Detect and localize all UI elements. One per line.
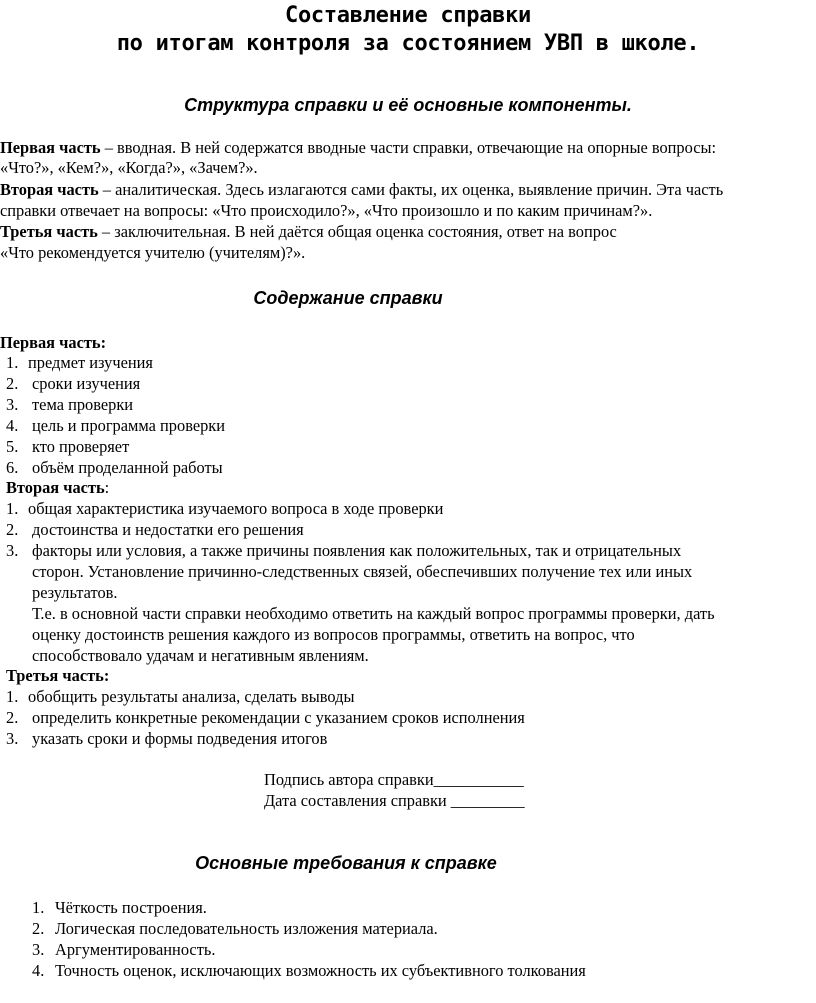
list-item: Чёткость построения. <box>55 898 207 917</box>
structure-part1 <box>0 138 716 158</box>
list-number: 4. <box>32 961 45 980</box>
list-number: 3. <box>6 729 19 748</box>
signature-author: Подпись автора справки___________ <box>264 770 524 789</box>
list-item: объём проделанной работы <box>32 458 223 477</box>
content-part2-heading <box>6 478 109 498</box>
content-part3-label: Третья часть: <box>6 666 110 685</box>
list-number: 1. <box>32 898 45 917</box>
note-line: оценку достоинств решения каждого из вопросов программы, ответить на вопрос, что <box>32 625 635 644</box>
list-item: Аргументированность. <box>55 940 216 959</box>
list-item: цель и программа проверки <box>32 416 226 435</box>
content-part2-colon: : <box>104 478 110 497</box>
requirements-heading: Основные требования к справке <box>195 853 497 873</box>
list-item: сроки изучения <box>32 374 141 393</box>
list-item: Точность оценок, исключающих возможность их субъективного толкования <box>55 961 586 980</box>
list-item: Логическая последовательность изложения материала. <box>55 919 438 938</box>
list-item: предмет изучения <box>28 353 153 372</box>
list-item: тема проверки <box>32 395 134 414</box>
list-number: 1. <box>6 499 19 518</box>
list-number: 2. <box>6 520 19 539</box>
signature-date: Дата составления справки _________ <box>264 791 525 810</box>
list-number: 4. <box>6 416 19 435</box>
list-number: 1. <box>6 687 19 706</box>
doc-title-line1: Составление справки <box>285 3 531 28</box>
structure-part3-label: Третья часть <box>0 222 98 241</box>
structure-part2-label: Вторая часть <box>0 180 99 199</box>
structure-part3 <box>0 222 617 242</box>
content-part1-label: Первая часть: <box>0 333 107 352</box>
list-item: общая характеристика изучаемого вопроса в ходе проверки <box>28 499 444 518</box>
note-line: способствовало удачам и негативным явлениям. <box>32 646 369 665</box>
structure-part2 <box>0 180 723 200</box>
list-number: 6. <box>6 458 19 477</box>
list-number: 5. <box>6 437 19 456</box>
list-number: 1. <box>6 353 19 372</box>
list-item-continued: сторон. Установление причинно-следственных связей, обеспечивших получение тех или иных <box>32 562 693 581</box>
list-item: факторы или условия, а также причины появления как положительных, так и отрицательных <box>32 541 682 560</box>
list-number: 2. <box>32 919 45 938</box>
list-item-continued: результатов. <box>32 583 118 602</box>
note-line: Т.е. в основной части справки необходимо ответить на каждый вопрос программы проверки, дать <box>32 604 715 623</box>
structure-heading: Структура справки и её основные компоненты. <box>184 95 632 115</box>
structure-part1-text-a: – вводная. В ней содержатся вводные части справки, отвечающие на опорные вопросы: <box>100 138 717 157</box>
structure-part2-text-a: – аналитическая. Здесь излагаются сами факты, их оценка, выявление причин. Эта часть <box>98 180 724 199</box>
structure-part2-text-b: справки отвечает на вопросы: «Что происходило?», «Что произошло и по каким причинам?». <box>0 201 653 220</box>
list-item: определить конкретные рекомендации с указанием сроков исполнения <box>32 708 525 727</box>
list-item: указать сроки и формы подведения итогов <box>32 729 328 748</box>
structure-part1-text-b: «Что?», «Кем?», «Когда?», «Зачем?». <box>0 158 258 177</box>
list-item: достоинства и недостатки его решения <box>32 520 304 539</box>
structure-part3-text-b: «Что рекомендуется учителю (учителям)?». <box>0 243 306 262</box>
structure-part3-text-a: – заключительная. В ней даётся общая оценка состояния, ответ на вопрос <box>97 222 617 241</box>
list-number: 2. <box>6 708 19 727</box>
list-number: 3. <box>6 395 19 414</box>
list-number: 3. <box>6 541 19 560</box>
list-item: кто проверяет <box>32 437 130 456</box>
list-item: обобщить результаты анализа, сделать выводы <box>28 687 355 706</box>
structure-part1-label: Первая часть <box>0 138 101 157</box>
content-heading: Содержание справки <box>253 288 443 308</box>
list-number: 2. <box>6 374 19 393</box>
doc-title-line2: по итогам контроля за состоянием УВП в школе. <box>116 31 700 56</box>
list-number: 3. <box>32 940 45 959</box>
content-part2-label: Вторая часть <box>6 478 105 497</box>
